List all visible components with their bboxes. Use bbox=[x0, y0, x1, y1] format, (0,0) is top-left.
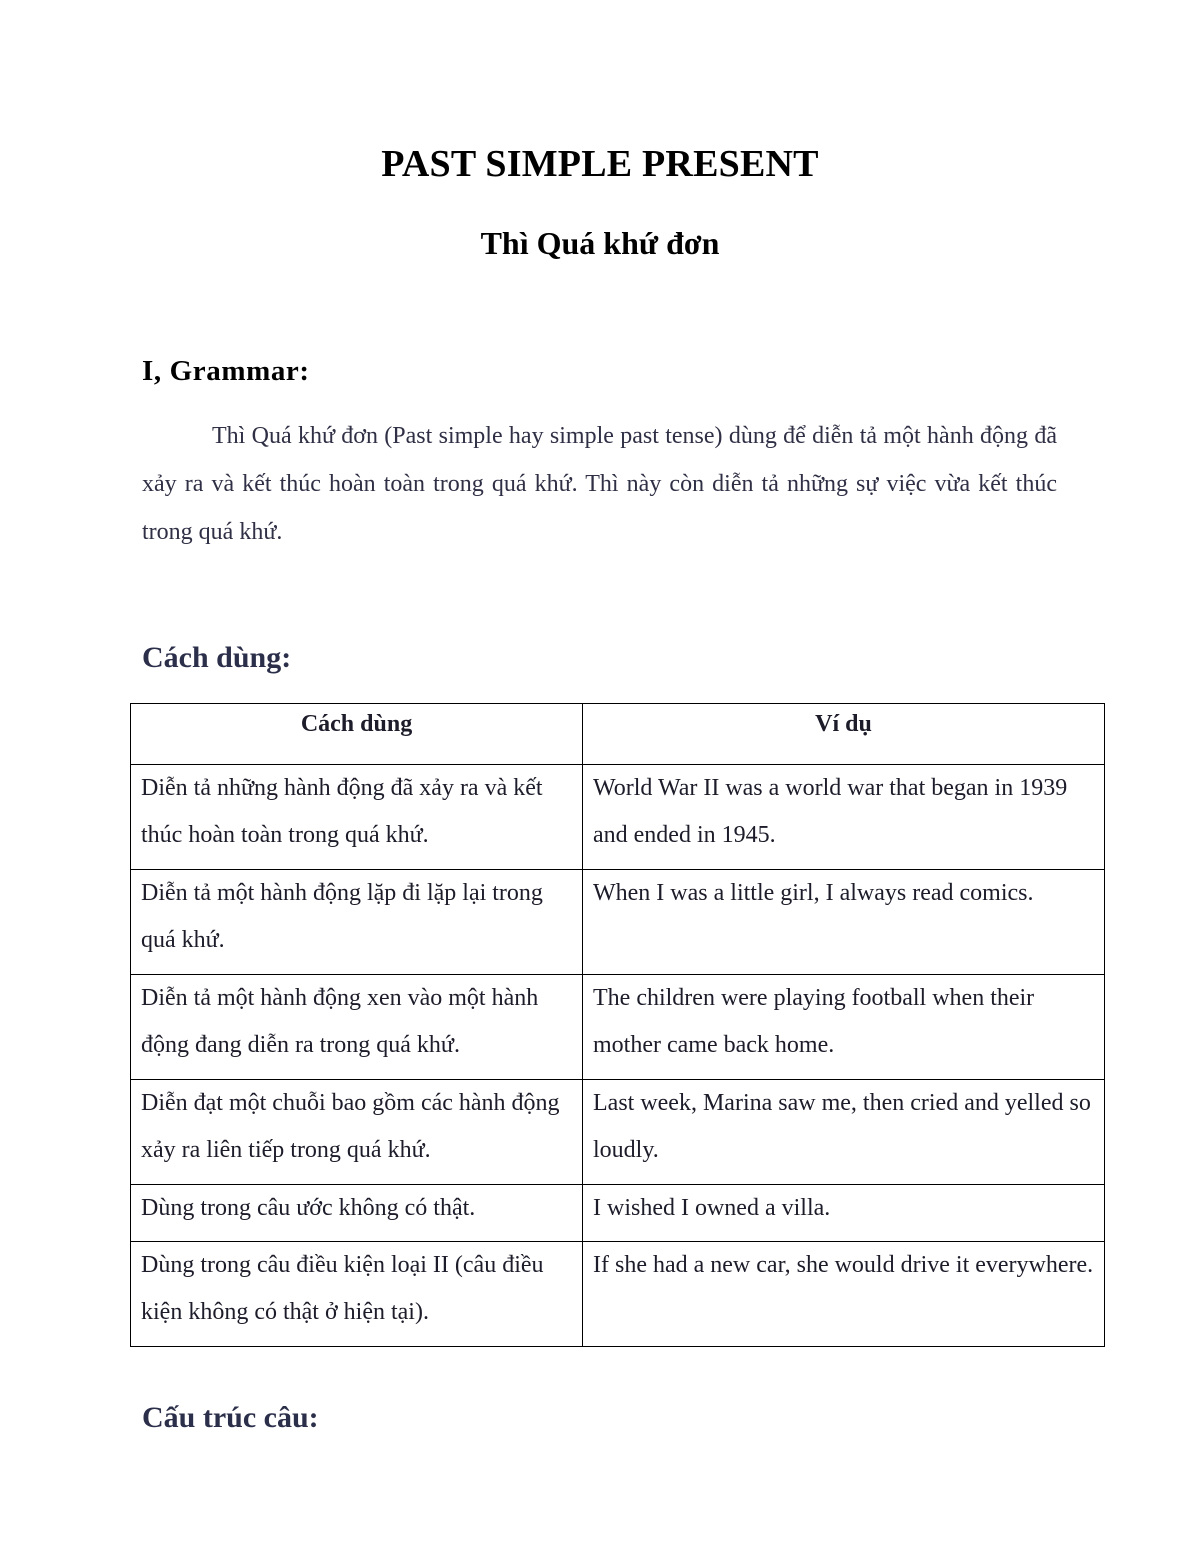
table-row bbox=[131, 1242, 1105, 1347]
usage-table bbox=[130, 703, 1105, 1347]
structure-heading: Cấu trúc câu: bbox=[142, 1401, 319, 1434]
table-row bbox=[131, 765, 1105, 870]
table-header-row bbox=[131, 704, 1105, 765]
usage-cell: Diễn tả những hành động đã xảy ra và kết thúc hoàn toàn trong quá khứ. bbox=[131, 765, 583, 870]
usage-cell: Dùng trong câu ước không có thật. bbox=[131, 1185, 583, 1242]
example-cell: I wished I owned a villa. bbox=[583, 1185, 1105, 1242]
example-cell: Last week, Marina saw me, then cried and yelled so loudly. bbox=[583, 1080, 1105, 1185]
grammar-section-heading: I, Grammar: bbox=[142, 355, 310, 387]
table-row bbox=[131, 1185, 1105, 1242]
example-cell: World War II was a world war that began in 1939 and ended in 1945. bbox=[583, 765, 1105, 870]
table-header-usage: Cách dùng bbox=[131, 704, 583, 765]
document-title: PAST SIMPLE PRESENT bbox=[381, 143, 819, 185]
usage-heading: Cách dùng: bbox=[142, 641, 292, 674]
usage-cell: Diễn tả một hành động lặp đi lặp lại trong quá khứ. bbox=[131, 870, 583, 975]
table-row bbox=[131, 870, 1105, 975]
example-cell: The children were playing football when their mother came back home. bbox=[583, 975, 1105, 1080]
table-row bbox=[131, 975, 1105, 1080]
usage-cell: Diễn đạt một chuỗi bao gồm các hành động xảy ra liên tiếp trong quá khứ. bbox=[131, 1080, 583, 1185]
usage-cell: Diễn tả một hành động xen vào một hành động đang diễn ra trong quá khứ. bbox=[131, 975, 583, 1080]
example-cell: When I was a little girl, I always read comics. bbox=[583, 870, 1105, 975]
table-header-example: Ví dụ bbox=[583, 704, 1105, 765]
usage-cell: Dùng trong câu điều kiện loại II (câu điều kiện không có thật ở hiện tại). bbox=[131, 1242, 583, 1347]
table-row bbox=[131, 1080, 1105, 1185]
example-cell: If she had a new car, she would drive it everywhere. bbox=[583, 1242, 1105, 1347]
intro-paragraph: Thì Quá khứ đơn (Past simple hay simple past tense) dùng để diễn tả một hành động đã xảy ra và kết thúc hoàn toàn trong quá khứ. Thì này còn diễn tả những sự việc vừa kết thúc trong quá khứ. bbox=[142, 423, 1057, 545]
document-subtitle: Thì Quá khứ đơn bbox=[480, 225, 720, 261]
